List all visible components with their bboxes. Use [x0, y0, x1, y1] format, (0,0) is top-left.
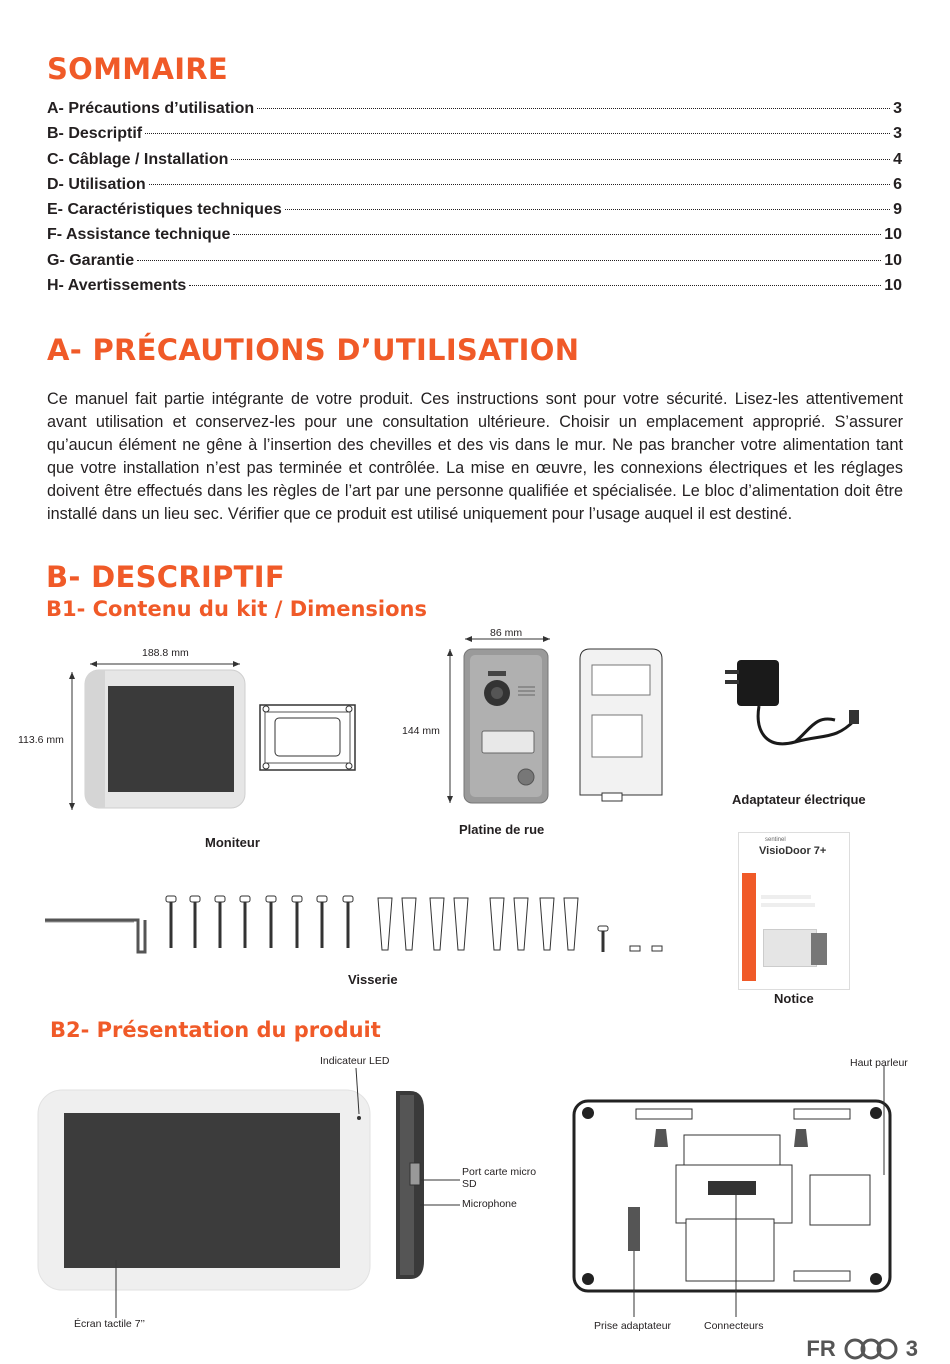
monitor-side-illustration — [390, 1085, 470, 1285]
toc-item-label: H- Avertissements — [47, 277, 187, 295]
screen-label: Écran tactile 7’’ — [74, 1318, 146, 1330]
speaker-label: Haut parleur — [850, 1057, 908, 1069]
led-label: Indicateur LED — [320, 1055, 390, 1067]
section-b2-title: B2- Présentation du produit — [50, 1018, 381, 1042]
toc-item-page: 10 — [884, 277, 902, 295]
brand-logo-icon — [844, 1338, 898, 1360]
toc-item[interactable] — [47, 201, 902, 226]
toc-item-page: 9 — [893, 201, 902, 219]
connectors-label: Connecteurs — [704, 1320, 764, 1332]
street-unit-label: Platine de rue — [459, 822, 545, 837]
monitor-height-label: 113.6 mm — [18, 734, 64, 746]
monitor-width-label: 188.8 mm — [142, 647, 189, 659]
notice-brand: sentinel — [765, 837, 786, 843]
footer-page-number: 3 — [905, 1336, 918, 1361]
toc-item-page: 6 — [893, 175, 902, 193]
toc-item[interactable] — [47, 100, 902, 125]
street-width-label: 86 mm — [490, 627, 523, 639]
microphone-label: Microphone — [462, 1198, 517, 1210]
notice-label: Notice — [774, 991, 814, 1006]
monitor-front-illustration — [36, 1060, 376, 1320]
toc-item-label: B- Descriptif — [47, 125, 143, 143]
toc-item[interactable] — [47, 151, 902, 176]
screws-label: Visserie — [348, 972, 398, 987]
toc-item-page: 10 — [884, 251, 902, 269]
wall-bracket-illustration — [255, 700, 365, 775]
notice-booklet — [738, 832, 850, 990]
toc-item-page: 10 — [884, 226, 902, 244]
toc-item-label: E- Caractéristiques techniques — [47, 201, 282, 219]
section-b1-title: B1- Contenu du kit / Dimensions — [46, 597, 427, 621]
street-height-label: 144 mm — [402, 725, 440, 737]
monitor-label: Moniteur — [205, 835, 260, 850]
notice-product: VisioDoor 7+ — [759, 845, 827, 857]
monitor-rear-illustration — [570, 1095, 900, 1330]
footer-lang: FR — [806, 1336, 836, 1361]
power-adapter-illustration — [715, 650, 865, 760]
table-of-contents — [47, 100, 902, 302]
toc-item[interactable] — [47, 125, 902, 150]
toc-item-label: A- Précautions d’utilisation — [47, 100, 255, 117]
toc-item-label: F- Assistance technique — [47, 226, 231, 244]
adapter-label: Adaptateur électrique — [732, 792, 866, 807]
toc-item-page: 4 — [893, 150, 902, 168]
adapter-socket-label: Prise adaptateur — [594, 1320, 672, 1332]
sd-port-label: Port carte micro SD — [462, 1166, 537, 1190]
screws-illustration — [40, 890, 680, 960]
toc-item[interactable] — [47, 252, 902, 277]
toc-item[interactable] — [47, 176, 902, 201]
toc-item-label: C- Câblage / Installation — [47, 150, 229, 168]
toc-item-label: G- Garantie — [47, 251, 135, 269]
street-unit-illustration — [400, 625, 680, 815]
toc-item[interactable] — [47, 226, 902, 251]
toc-title: SOMMAIRE — [47, 52, 229, 86]
toc-item-label: D- Utilisation — [47, 175, 146, 193]
toc-item-page: 3 — [893, 125, 902, 143]
section-a-body: Ce manuel fait partie intégrante de votre produit. Ces instructions sont pour votre sécurité. Lisez-les attentivement avant utilisation et conservez-les pour une consultation ultérieure. Choisir un emplacement approprié. S’assurer qu’aucun élément ne gêne à l’insertion des chevilles et des vis dans le mur. Ne pas brancher votre alimentation tant que votre installation n’est pas terminée et contrôlée. La mise en œuvre, les connexions électriques et les réglages doivent être effectués dans les règles de l’art par une personne qualifiée et spécialisée. Le bloc d’alimentation doit être installé dans un lieu sec. Vérifier que ce produit est utilisé uniquement pour l’usage auquel il est destiné. — [47, 390, 903, 523]
section-b-title: B- DESCRIPTIF — [46, 560, 285, 594]
page-footer — [806, 1336, 918, 1362]
toc-item-page: 3 — [893, 100, 902, 117]
section-a-title: A- PRÉCAUTIONS D’UTILISATION — [47, 333, 580, 367]
toc-item[interactable] — [47, 277, 902, 302]
